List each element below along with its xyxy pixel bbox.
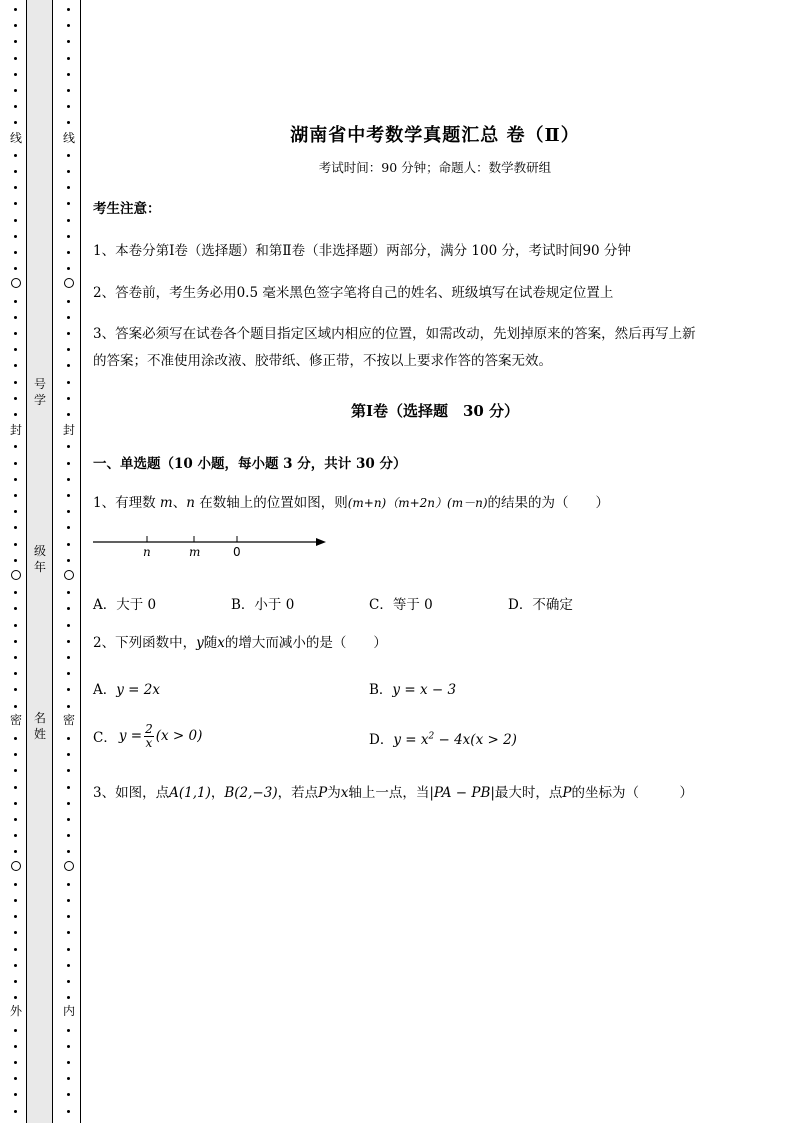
binding-dot [67, 8, 70, 11]
binding-dot [14, 607, 17, 610]
binding-dot [14, 73, 17, 76]
binding-dot [67, 737, 70, 740]
q2-option-d[interactable]: D．$y = x^2 - 4x(x > 2)$ [369, 731, 517, 748]
binding-dot [67, 332, 70, 335]
binding-dot [67, 753, 70, 756]
q1-option-a[interactable]: A．大于 0 [93, 597, 157, 613]
binding-dot [67, 526, 70, 529]
binding-dot [67, 235, 70, 238]
binding-dot [67, 445, 70, 448]
binding-dot [67, 624, 70, 627]
q2-stem: 2、下列函数中，y随x的增大而减小的是（ ） [93, 635, 387, 651]
binding-dot [14, 478, 17, 481]
binding-dot [14, 818, 17, 821]
notice-heading: 考生注意： [93, 201, 161, 217]
notice-item-3: 3、答案必须写在试卷各个题目指定区域内相应的位置，如需改动，先划掉原来的答案，然后再写上新 [93, 326, 696, 342]
binding-dot [67, 1061, 70, 1064]
q1-option-c[interactable]: C．等于 0 [369, 597, 433, 613]
binding-circle [64, 861, 74, 871]
binding-dot [14, 931, 17, 934]
binding-dot [14, 1061, 17, 1064]
binding-dot [67, 883, 70, 886]
binding-dot [67, 559, 70, 562]
binding-dot [67, 40, 70, 43]
binding-dot [67, 786, 70, 789]
binding-dot [67, 1029, 70, 1032]
binding-dot [67, 1093, 70, 1096]
binding-dot [67, 802, 70, 805]
binding-dot [14, 154, 17, 157]
binding-dot [14, 364, 17, 367]
binding-dot [14, 996, 17, 999]
binding-dot [67, 316, 70, 319]
outer-char-feng: 封 [9, 423, 22, 437]
outer-char-xian: 线 [9, 131, 22, 145]
binding-dot [67, 381, 70, 384]
binding-dot [14, 591, 17, 594]
part1-title: 第Ⅰ卷（选择题 30 分） [350, 402, 520, 420]
binding-dot [14, 948, 17, 951]
field-name-label: 名 姓 [33, 711, 46, 741]
binding-dot [67, 688, 70, 691]
q2-option-a[interactable]: A．y = 2x [93, 682, 160, 698]
binding-dot [67, 931, 70, 934]
binding-circle [11, 570, 21, 580]
binding-dot [67, 73, 70, 76]
binding-dot [67, 510, 70, 513]
binding-dot [14, 1110, 17, 1113]
binding-dot [14, 688, 17, 691]
binding-dot [14, 1045, 17, 1048]
binding-dot [14, 705, 17, 708]
binding-dot [14, 980, 17, 983]
binding-dot [67, 948, 70, 951]
binding-dot [14, 802, 17, 805]
binding-dot [67, 1045, 70, 1048]
binding-dot [14, 186, 17, 189]
binding-dot [67, 656, 70, 659]
binding-dot [67, 57, 70, 60]
binding-dot [14, 202, 17, 205]
binding-dot [14, 348, 17, 351]
field-student-id-label: 号 学 [33, 377, 46, 407]
binding-dot [14, 316, 17, 319]
binding-dot [14, 640, 17, 643]
binding-dot [14, 543, 17, 546]
label-n: n [143, 545, 151, 559]
binding-dot [14, 1077, 17, 1080]
binding-dot [67, 186, 70, 189]
binding-dot [67, 24, 70, 27]
binding-dot [14, 526, 17, 529]
binding-dot [14, 786, 17, 789]
binding-dot [67, 462, 70, 465]
binding-dot [67, 89, 70, 92]
binding-dot [67, 980, 70, 983]
binding-dot [14, 462, 17, 465]
binding-dot [14, 57, 17, 60]
number-line-figure [90, 530, 335, 562]
binding-dot [14, 105, 17, 108]
label-m: m [189, 545, 201, 559]
binding-dot [14, 8, 17, 11]
binding-dot [67, 478, 70, 481]
fraction: $\frac{2}{x}$ [145, 721, 153, 750]
notice-item-2: 2、答卷前，考生务必用0.5 毫米黑色签字笔将自己的姓名、班级填写在试卷规定位置上 [93, 285, 614, 301]
binding-dot [67, 996, 70, 999]
binding-dot [67, 300, 70, 303]
field-grade-label: 级 年 [33, 544, 46, 574]
outer-char-mi: 密 [9, 713, 22, 727]
binding-dot [67, 267, 70, 270]
binding-dot [14, 656, 17, 659]
binding-dot [67, 364, 70, 367]
q1-option-d[interactable]: D．不确定 [508, 597, 573, 613]
binding-dot [14, 737, 17, 740]
binding-dot [14, 381, 17, 384]
binding-dot [67, 818, 70, 821]
binding-dot [14, 300, 17, 303]
binding-dot [14, 235, 17, 238]
binding-dot [14, 769, 17, 772]
binding-dot [14, 445, 17, 448]
binding-dot [67, 899, 70, 902]
binding-dot [14, 24, 17, 27]
binding-dot [67, 591, 70, 594]
binding-dot [14, 494, 17, 497]
binding-dot [67, 494, 70, 497]
binding-circle [11, 278, 21, 288]
binding-dot [67, 769, 70, 772]
binding-dot [67, 850, 70, 853]
binding-dot [14, 559, 17, 562]
q1-option-b[interactable]: B．小于 0 [231, 597, 295, 613]
q1-stem: 1、有理数 m、n 在数轴上的位置如图，则(m+n)（m+2n）(m－n)的结果的为（ ） [93, 495, 609, 511]
binding-dot [67, 251, 70, 254]
binding-dot [67, 1110, 70, 1113]
binding-dot [14, 834, 17, 837]
binding-circle [64, 570, 74, 580]
binding-dot [67, 964, 70, 967]
binding-dot [67, 1077, 70, 1080]
number-line-arrow [316, 538, 326, 546]
binding-dot [14, 219, 17, 222]
binding-dot [14, 89, 17, 92]
inner-char-feng: 封 [62, 423, 75, 437]
binding-circle [11, 861, 21, 871]
binding-dot [14, 40, 17, 43]
binding-dot [67, 202, 70, 205]
q3-stem: 3、如图，点A(1,1)，B(2,−3)，若点P为x轴上一点，当|PA − PB|最大时，点P的坐标为（ ） [93, 785, 694, 801]
binding-dot [14, 753, 17, 756]
binding-dot [14, 332, 17, 335]
binding-dot [14, 1029, 17, 1032]
binding-dot [67, 705, 70, 708]
outer-char-wai: 外 [9, 1004, 22, 1018]
binding-dot [67, 219, 70, 222]
q2-option-b[interactable]: B．y = x − 3 [369, 682, 457, 698]
binding-dot [67, 834, 70, 837]
exam-subtitle: 考试时间：90 分钟；命题人：数学教研组 [318, 160, 552, 175]
binding-dot [14, 850, 17, 853]
binding-dot [67, 915, 70, 918]
binding-circle [64, 278, 74, 288]
binding-dot [67, 607, 70, 610]
binding-dot [14, 672, 17, 675]
binding-dot [67, 543, 70, 546]
binding-dot [67, 672, 70, 675]
binding-dot [14, 899, 17, 902]
binding-dot [67, 105, 70, 108]
binding-dot [14, 883, 17, 886]
binding-dot [67, 154, 70, 157]
label-zero: 0 [233, 545, 241, 559]
exam-title: 湖南省中考数学真题汇总 卷（Ⅱ） [290, 125, 580, 146]
notice-item-3-cont: 的答案；不准使用涂改液、胶带纸、修正带，不按以上要求作答的答案无效。 [93, 353, 552, 369]
section-heading: 一、单选题（10 小题，每小题 3 分，共计 30 分） [93, 456, 407, 472]
inner-char-nei: 内 [62, 1004, 75, 1018]
binding-dot [14, 267, 17, 270]
q2-option-c[interactable]: C． y = $\frac{2}{x}$ (x > 0) [93, 721, 203, 750]
inner-char-xian: 线 [62, 131, 75, 145]
binding-dot [67, 348, 70, 351]
inner-char-mi: 密 [62, 713, 75, 727]
binding-dot [67, 640, 70, 643]
binding-dot [14, 251, 17, 254]
binding-dot [14, 510, 17, 513]
binding-dot [14, 624, 17, 627]
notice-item-1: 1、本卷分第Ⅰ卷（选择题）和第Ⅱ卷（非选择题）两部分，满分 100 分，考试时间90 分钟 [93, 243, 631, 259]
binding-dot [14, 964, 17, 967]
binding-dot [14, 915, 17, 918]
binding-dot [14, 1093, 17, 1096]
